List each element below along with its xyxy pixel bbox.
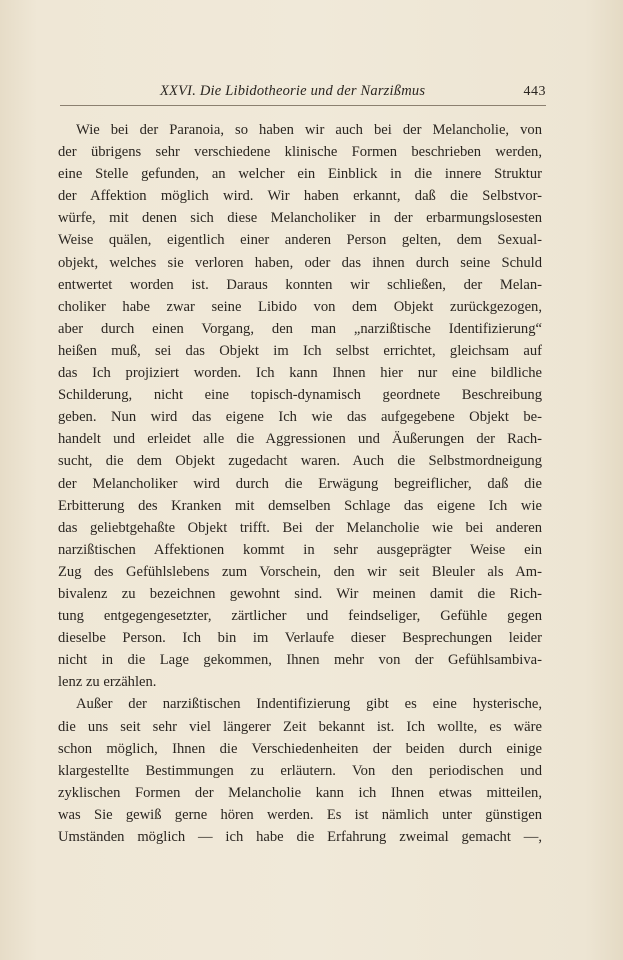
- text-line: geben. Nun wird das eigene Ich wie das aufgegebene Objekt be-: [58, 409, 542, 426]
- text-line: Umständen möglich — ich habe die Erfahrung zweimal gemacht —,: [58, 829, 542, 845]
- text-line: tung entgegengesetzter, zärtlicher und feindseliger, Gefühle gegen: [58, 608, 542, 625]
- text-line: Zug des Gefühlslebens zum Vorschein, den wir seit Bleuler als Am-: [58, 563, 542, 580]
- text-line: der Affektion möglich wird. Wir haben erkannt, daß die Selbstvor-: [58, 188, 542, 205]
- text-line: der Melancholiker wird durch die Erwägung begreiflicher, daß die: [58, 475, 542, 492]
- text-line: nicht in die Lage gekommen, Ihnen mehr von der Gefühlsambiva-: [58, 652, 542, 669]
- text-line: klargestellte Bestimmungen zu erläutern. Von den periodischen und: [58, 762, 542, 779]
- paragraph: [58, 693, 542, 848]
- text-line: die uns seit sehr viel längerer Zeit bekannt ist. Ich wollte, es wäre: [58, 718, 542, 735]
- body-text: [58, 119, 542, 848]
- text-line: Weise quälen, eigentlich einer anderen Person gelten, dem Sexual-: [58, 232, 542, 249]
- text-line: objekt, welches sie verloren haben, oder das ihnen durch seine Schuld: [58, 254, 542, 271]
- text-line: zyklischen Formen der Melancholie kann ich Ihnen etwas mitteilen,: [58, 784, 542, 801]
- text-line: sucht, die dem Objekt zugedacht waren. Auch die Selbstmordneigung: [58, 453, 542, 470]
- text-line: entwertet worden ist. Daraus konnten wir schließen, der Melan-: [58, 276, 542, 293]
- text-line: was Sie gewiß gerne hören werden. Es ist nämlich unter günstigen: [58, 806, 542, 823]
- text-line: aber durch einen Vorgang, den man „narzißtische Identifizierung“: [58, 320, 542, 337]
- text-line: Schilderung, nicht eine topisch-dynamisch geordnete Beschreibung: [58, 387, 542, 404]
- text-line: Außer der narzißtischen Indentifizierung gibt es eine hysterische,: [76, 696, 542, 713]
- text-line: Wie bei der Paranoia, so haben wir auch bei der Melancholie, von: [76, 122, 542, 138]
- text-line: bivalenz zu bezeichnen gewohnt sind. Wir meinen damit die Rich-: [58, 585, 542, 602]
- text-line: das Ich projiziert worden. Ich kann Ihnen hier nur eine bildliche: [58, 365, 542, 382]
- text-line: lenz zu erzählen.: [58, 674, 157, 691]
- page-number: 443: [523, 84, 546, 99]
- running-header: [60, 83, 546, 105]
- text-line: das geliebtgehaßte Objekt trifft. Bei der Melancholie wie bei anderen: [58, 519, 542, 536]
- text-line: der übrigens sehr verschiedene klinische Formen beschrieben werden,: [58, 144, 542, 161]
- text-line: eine Stelle gefunden, an welcher ein Einblick in die innere Struktur: [58, 166, 542, 183]
- paragraph: [58, 119, 542, 693]
- text-line: dieselbe Person. Ich bin im Verlaufe dieser Besprechungen leider: [58, 630, 542, 647]
- text-line: handelt und erleidet alle die Aggressionen und Äußerungen der Rach-: [58, 431, 542, 448]
- text-line: schon möglich, Ihnen die Verschiedenheiten der beiden durch einige: [58, 740, 542, 757]
- text-line: würfe, mit denen sich diese Melancholiker in der erbarmungslosesten: [58, 210, 542, 227]
- header-rule: [60, 105, 546, 106]
- text-line: choliker habe zwar seine Libido von dem Objekt zurückgezogen,: [58, 298, 542, 315]
- text-line: narzißtischen Affektionen kommt in sehr ausgeprägter Weise ein: [58, 541, 542, 558]
- text-line: Erbitterung des Kranken mit demselben Schlage das eigene Ich wie: [58, 497, 542, 514]
- text-line: heißen muß, sei das Objekt im Ich selbst errichtet, gleichsam auf: [58, 342, 542, 359]
- running-title: XXVI. Die Libidotheorie und der Narzißmus: [160, 83, 426, 99]
